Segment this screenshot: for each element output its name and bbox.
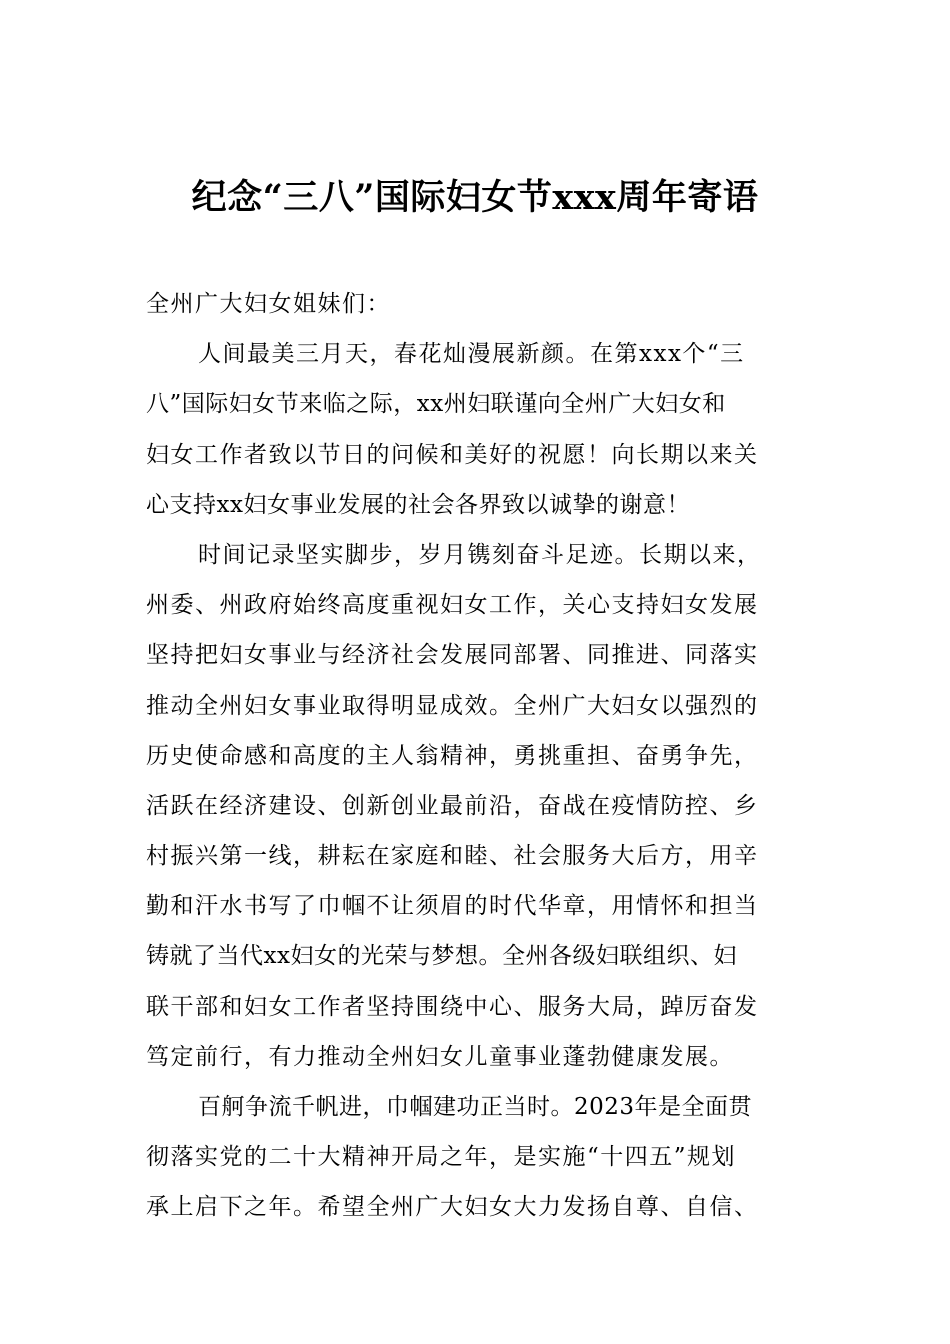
paragraph-line: 八”国际妇女节来临之际，xx州妇联谨向全州广大妇女和 bbox=[146, 391, 726, 418]
document-body bbox=[146, 279, 806, 1233]
paragraph-line: 心支持xx妇女事业发展的社会各界致以诚挚的谢意！ bbox=[146, 491, 690, 518]
paragraph-line: 历史使命感和高度的主人翁精神，勇挑重担、奋勇争先， bbox=[146, 742, 759, 769]
document-title: 纪念“三八”国际妇女节xxx周年寄语 bbox=[191, 177, 759, 218]
paragraph-line: 州委、州政府始终高度重视妇女工作，关心支持妇女发展 bbox=[146, 592, 759, 619]
salutation-line: 全州广大妇女姐妹们： bbox=[146, 291, 391, 317]
paragraph-line: 妇女工作者致以节日的问候和美好的祝愿！向长期以来关 bbox=[146, 441, 759, 468]
paragraph-line: 承上启下之年。希望全州广大妇女大力发扬自尊、自信、 bbox=[146, 1194, 759, 1221]
paragraph-line: 人间最美三月天，春花灿漫展新颜。在第xxx个“三 bbox=[198, 341, 745, 368]
paragraph-line: 村振兴第一线，耕耘在家庭和睦、社会服务大后方，用辛 bbox=[146, 843, 759, 870]
paragraph-line: 铸就了当代xx妇女的光荣与梦想。全州各级妇联组织、妇 bbox=[146, 943, 737, 970]
paragraph-line: 勤和汗水书写了巾帼不让须眉的时代华章，用情怀和担当 bbox=[146, 893, 759, 920]
paragraph-line: 时间记录坚实脚步，岁月镌刻奋斗足迹。长期以来， bbox=[198, 541, 762, 568]
paragraph-line: 彻落实党的二十大精神开局之年，是实施“十四五”规划 bbox=[146, 1144, 737, 1171]
paragraph-line: 百舸争流千帆进，巾帼建功正当时。2023年是全面贯 bbox=[198, 1094, 753, 1120]
paragraph-line: 活跃在经济建设、创新创业最前沿，奋战在疫情防控、乡 bbox=[146, 792, 759, 819]
paragraph-line: 推动全州妇女事业取得明显成效。全州广大妇女以强烈的 bbox=[146, 692, 759, 719]
paragraph-line: 联干部和妇女工作者坚持围绕中心、服务大局，踔厉奋发 bbox=[146, 993, 759, 1020]
paragraph-line: 坚持把妇女事业与经济社会发展同部署、同推进、同落实 bbox=[146, 642, 759, 669]
paragraph-line: 笃定前行，有力推动全州妇女儿童事业蓬勃健康发展。 bbox=[146, 1043, 734, 1070]
